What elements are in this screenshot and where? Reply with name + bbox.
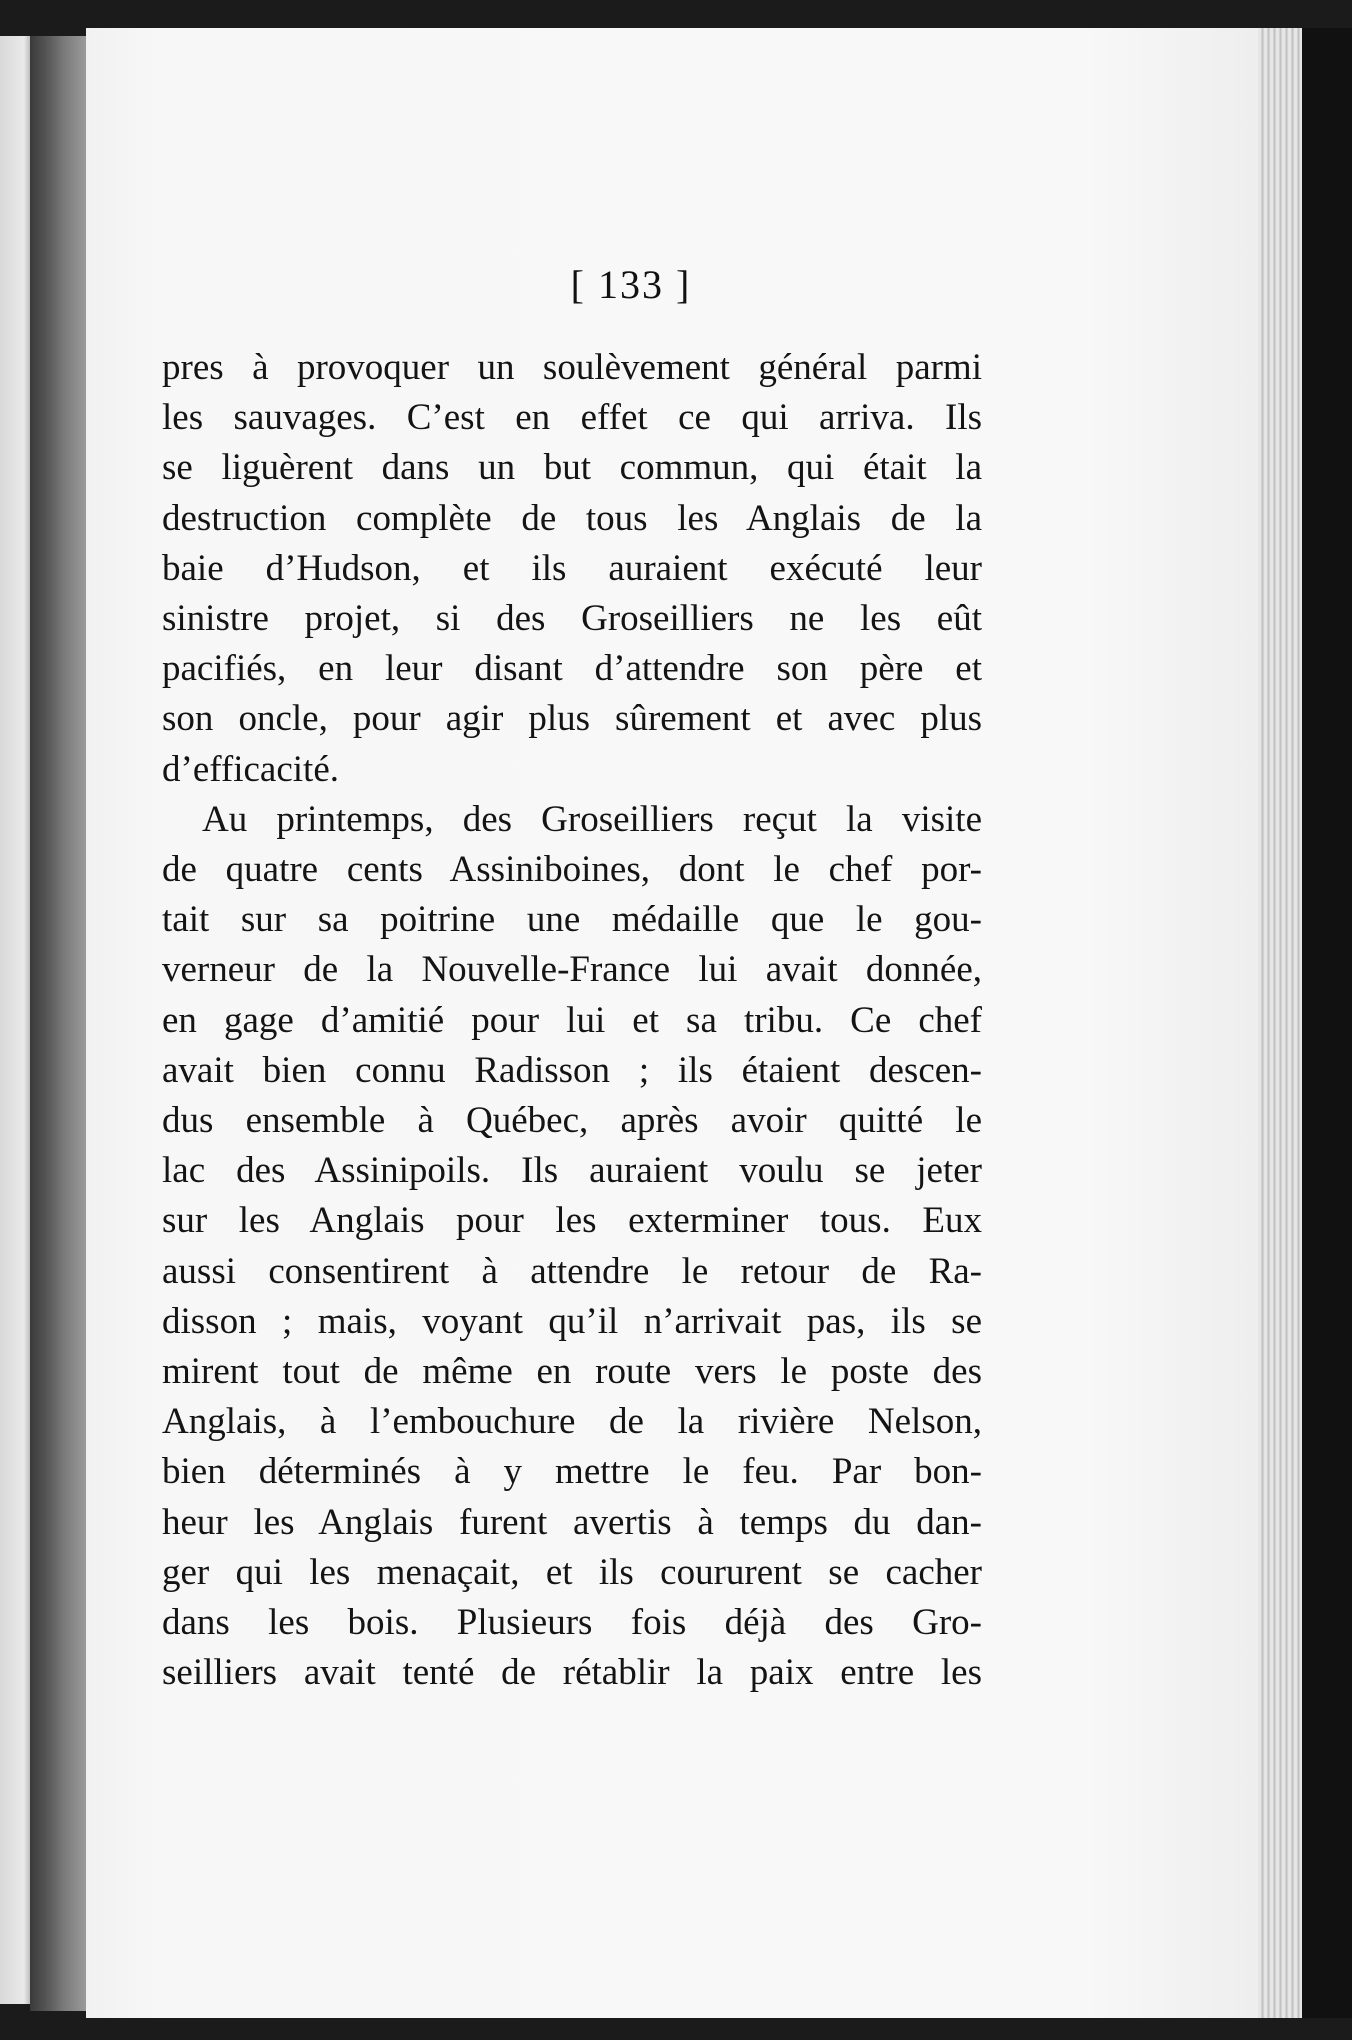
text-line: sur les Anglais pour les exterminer tous. Eux bbox=[162, 1200, 982, 1242]
text-line: verneur de la Nouvelle-France lui avait donnée, bbox=[162, 949, 982, 991]
page-edges bbox=[1258, 28, 1302, 2018]
text-line: dans les bois. Plusieurs fois déjà des Gro- bbox=[162, 1602, 982, 1644]
text-line: Anglais, à l’embouchure de la rivière Nelson, bbox=[162, 1401, 982, 1443]
text-line: bien déterminés à y mettre le feu. Par bon- bbox=[162, 1451, 982, 1493]
left-page-edge bbox=[0, 36, 30, 2004]
text-line: aussi consentirent à attendre le retour de Ra- bbox=[162, 1250, 982, 1292]
text-line: dus ensemble à Québec, après avoir quitté le bbox=[162, 1100, 982, 1142]
text-line: mirent tout de même en route vers le poste des bbox=[162, 1351, 982, 1393]
text-line: sinistre projet, si des Groseilliers ne les eût bbox=[162, 598, 982, 640]
text-line: avait bien connu Radisson ; ils étaient descen- bbox=[162, 1049, 982, 1091]
text-line: disson ; mais, voyant qu’il n’arrivait pas, ils se bbox=[162, 1300, 982, 1342]
text-line: lac des Assinipoils. Ils auraient voulu se jeter bbox=[162, 1150, 982, 1192]
text-line: en gage d’amitié pour lui et sa tribu. Ce chef bbox=[162, 999, 982, 1041]
book-page bbox=[86, 28, 1258, 2018]
text-line: seilliers avait tenté de rétablir la paix entre les bbox=[162, 1652, 982, 1694]
text-line: son oncle, pour agir plus sûrement et avec plus bbox=[162, 698, 982, 740]
page-number: [ 133 ] bbox=[570, 262, 692, 307]
body-text bbox=[162, 343, 982, 1698]
text-line: baie d’Hudson, et ils auraient exécuté leur bbox=[162, 547, 982, 589]
text-line: pres à provoquer un soulèvement général parmi bbox=[162, 347, 982, 388]
text-line: Au printemps, des Groseilliers reçut la visite bbox=[202, 798, 982, 840]
text-line: les sauvages. C’est en effet ce qui arriva. Ils bbox=[162, 397, 982, 439]
text-line: destruction complète de tous les Anglais de la bbox=[162, 497, 982, 539]
paragraph-2 bbox=[162, 795, 982, 1699]
text-line: se liguèrent dans un but commun, qui était la bbox=[162, 447, 982, 489]
book-spine bbox=[30, 36, 86, 2011]
paragraph-1 bbox=[162, 343, 982, 795]
text-line: ger qui les menaçait, et ils coururent se cacher bbox=[162, 1551, 982, 1593]
scan-background bbox=[1302, 28, 1352, 2018]
text-line: pacifiés, en leur disant d’attendre son père et bbox=[162, 648, 982, 690]
text-line: d’efficacité. bbox=[162, 748, 339, 790]
text-line: de quatre cents Assiniboines, dont le chef por- bbox=[162, 849, 982, 891]
text-line: tait sur sa poitrine une médaille que le gou- bbox=[162, 899, 982, 941]
text-line: heur les Anglais furent avertis à temps du dan- bbox=[162, 1501, 982, 1543]
